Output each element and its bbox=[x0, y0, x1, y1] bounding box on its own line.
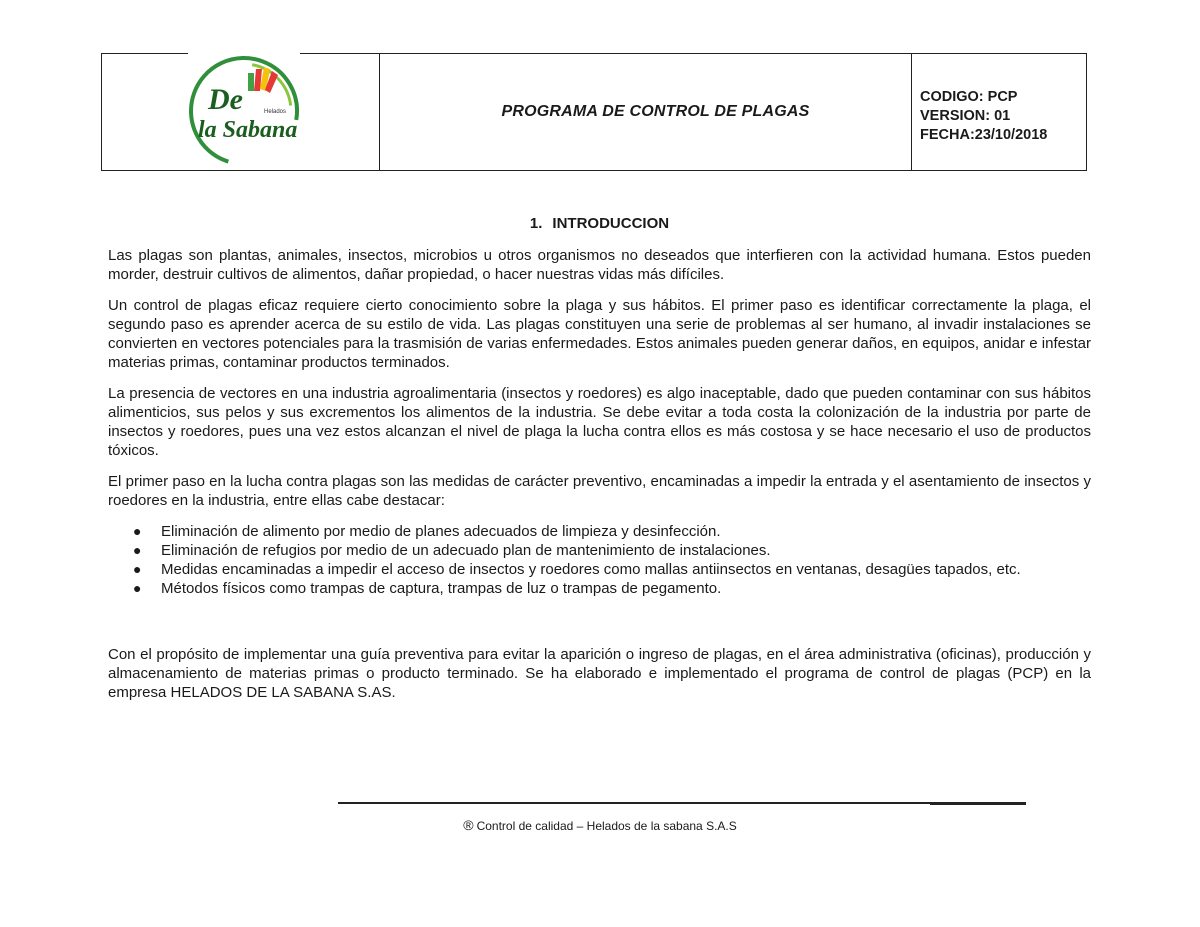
closing-paragraph: Con el propósito de implementar una guía preventiva para evitar la aparición o ingreso de plagas, en el área administrativa (oficinas), producción y almacenamiento de materias primas o producto terminado. Se ha elaborado e implementado el programa de control de plagas (PCP) en la empresa HELADOS DE LA SABANA S.AS. bbox=[108, 646, 1091, 701]
bullet-icon: ● bbox=[133, 523, 142, 539]
document-date: FECHA:23/10/2018 bbox=[920, 127, 1048, 143]
registered-icon: ® bbox=[463, 817, 474, 833]
list-item: ● Eliminación de refugios por medio de un adecuado plan de mantenimiento de instalaciones. bbox=[133, 542, 771, 559]
footer-label: Control de calidad – Helados de la sabana S.A.S bbox=[476, 819, 737, 833]
section-heading bbox=[108, 214, 1091, 233]
bullet-icon: ● bbox=[133, 542, 142, 558]
bullet-list bbox=[108, 522, 1091, 598]
footer-divider bbox=[338, 802, 1026, 804]
paragraph: La presencia de vectores en una industria agroalimentaria (insectos y roedores) es algo inaceptable, dado que pueden contaminar con sus hábitos alimenticios, sus pelos y sus excrementos los alimentos de la industria. Se debe evitar a toda costa la colonización de la industria por parte de insectos y roedores, pues una vez estos alcanzan el nivel de plaga la lucha contra ellos es más costosa y se hace necesario el uso de productos tóxicos. bbox=[108, 385, 1091, 459]
section-number: 1. bbox=[529, 215, 543, 232]
paragraph: Un control de plagas eficaz requiere cierto conocimiento sobre la plaga y sus hábitos. El primer paso es identificar correctamente la plaga, el segundo paso es aprender acerca de su estilo de vida. Las plagas constituyen una serie de problemas al ser humano, al invadir instalaciones se convierten en vectores potenciales para la trasmisión de varias enfermedades. Estos animales pueden generar daños, en equipos, anidar e infestar materias primas, contaminar productos terminados. bbox=[108, 297, 1091, 371]
list-item: ● Métodos físicos como trampas de captura, trampas de luz o trampas de pegamento. bbox=[133, 580, 722, 597]
document-title: PROGRAMA DE CONTROL DE PLAGAS bbox=[501, 103, 810, 120]
list-item: ● Eliminación de alimento por medio de planes adecuados de limpieza y desinfección. bbox=[133, 523, 721, 540]
document-body bbox=[108, 204, 1091, 714]
section-title: INTRODUCCION bbox=[552, 215, 670, 232]
paragraph: Las plagas son plantas, animales, insectos, microbios u otros organismos no deseados que interfieren con la actividad humana. Estos pueden morder, destruir cultivos de alimentos, dañar propiedad, o hacer nuestras vidas más difíciles. bbox=[108, 247, 1091, 283]
logo-cell bbox=[102, 54, 380, 170]
bullet-icon: ● bbox=[133, 580, 142, 596]
document-version: VERSION: 01 bbox=[920, 108, 1011, 124]
page-footer bbox=[0, 817, 1200, 833]
document-meta bbox=[912, 54, 1086, 170]
svg-text:la Sabana: la Sabana bbox=[198, 117, 298, 143]
company-logo bbox=[186, 55, 302, 167]
svg-text:De: De bbox=[208, 83, 243, 116]
document-header bbox=[101, 53, 1087, 171]
paragraph: El primer paso en la lucha contra plagas son las medidas de carácter preventivo, encaminadas a impedir la entrada y el asentamiento de insectos y roedores en la industria, entre ellas cabe destacar: bbox=[108, 473, 1091, 509]
footer-divider-accent bbox=[930, 802, 1026, 805]
document-code: CODIGO: PCP bbox=[920, 89, 1018, 105]
title-cell bbox=[380, 54, 912, 170]
list-item: ● Medidas encaminadas a impedir el acceso de insectos y roedores como mallas antiinsectos en ventanas, desagües tapados, etc. bbox=[133, 561, 1021, 578]
svg-text:Helados: Helados bbox=[264, 109, 287, 115]
bullet-icon: ● bbox=[133, 561, 142, 577]
